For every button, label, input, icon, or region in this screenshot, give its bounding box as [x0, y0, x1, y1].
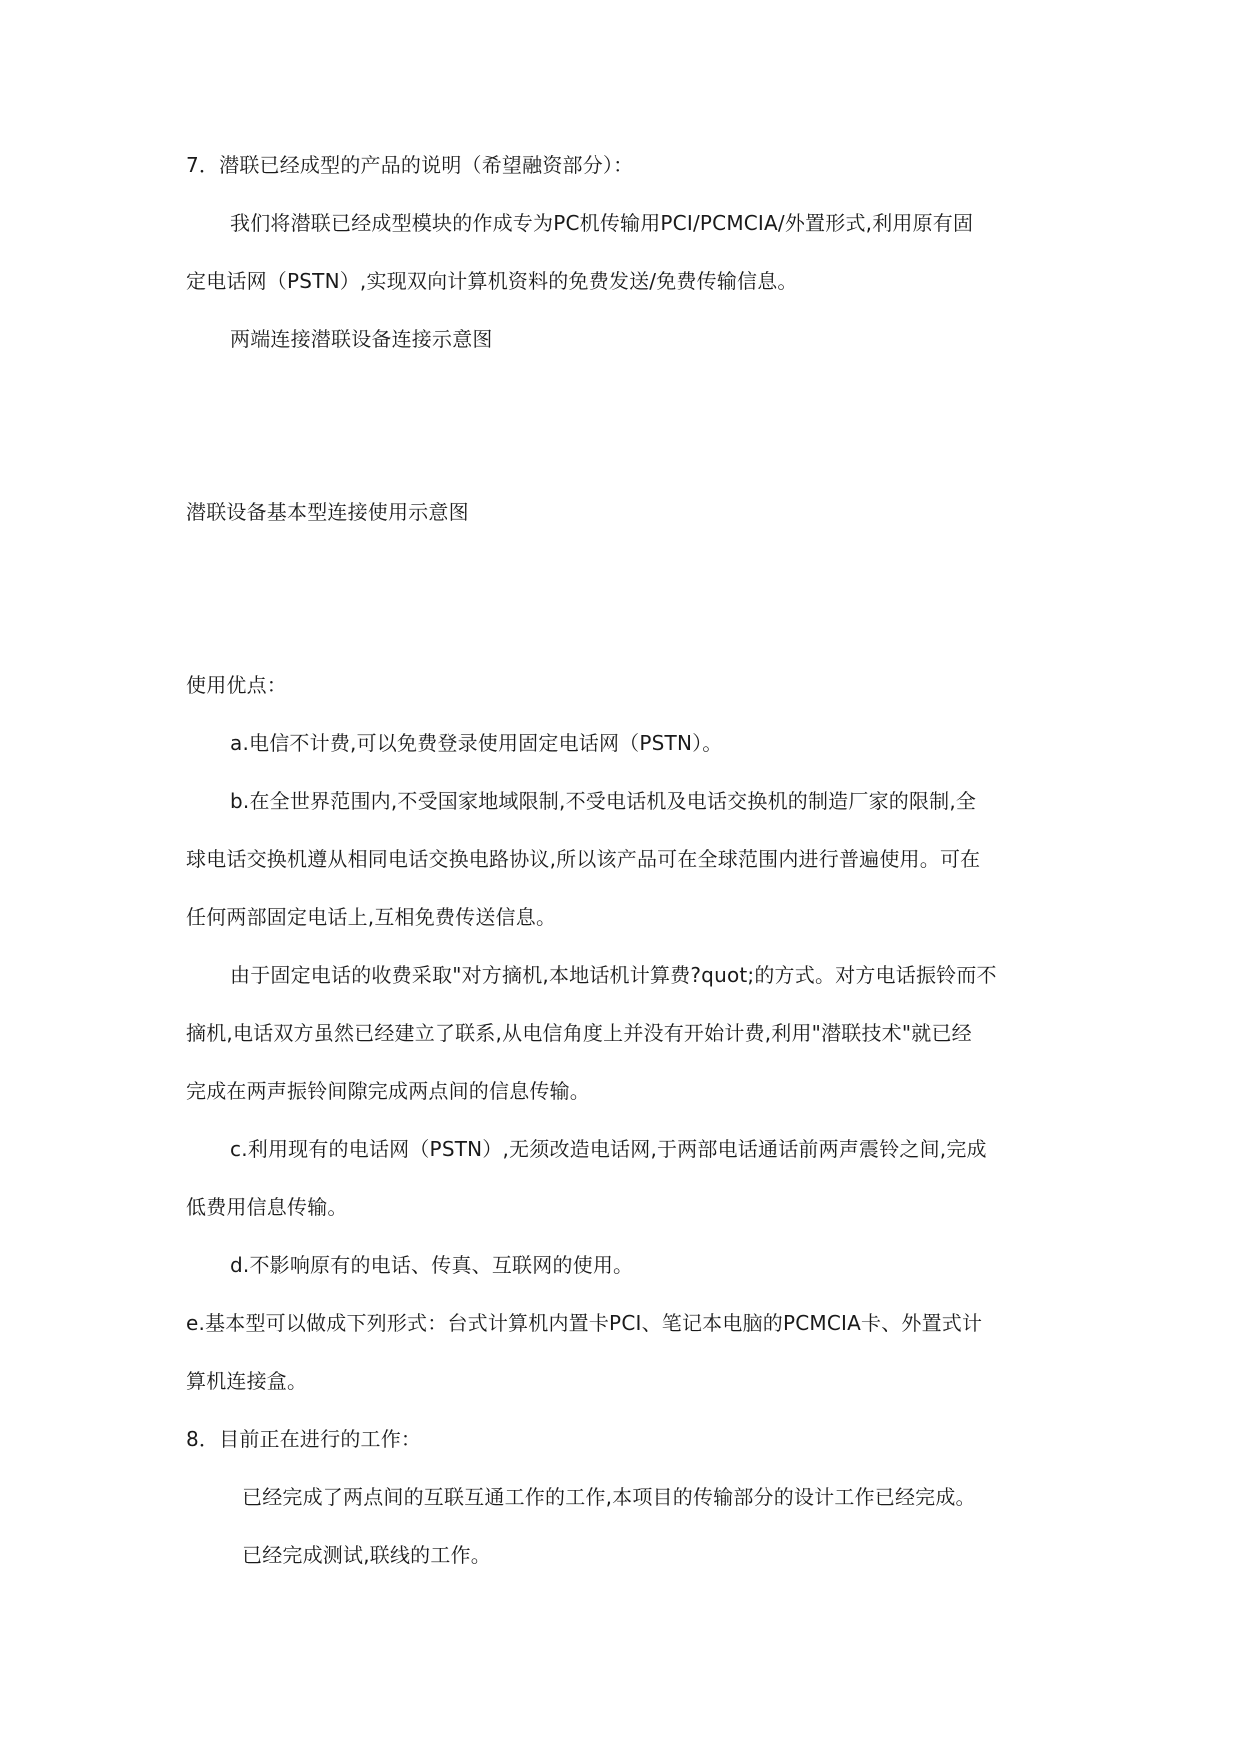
section-8-item-2: 已经完成测试,联线的工作。 — [242, 1543, 491, 1567]
advantage-a: a.电信不计费,可以免费登录使用固定电话网（PSTN）。 — [230, 731, 723, 755]
advantage-b-line-3: 任何两部固定电话上,互相免费传送信息。 — [186, 905, 557, 929]
billing-note-line-2: 摘机,电话双方虽然已经建立了联系,从电信角度上并没有开始计费,利用"潜联技术"就已经 — [186, 1021, 972, 1045]
advantage-b-line-2: 球电话交换机遵从相同电话交换电路协议,所以该产品可在全球范围内进行普遍使用。可在 — [186, 847, 981, 871]
section-7-heading: 7．潜联已经成型的产品的说明（希望融资部分）： — [186, 153, 634, 177]
advantages-heading: 使用优点： — [186, 673, 287, 697]
advantage-b-line-1: b.在全世界范围内,不受国家地域限制,不受电话机及电话交换机的制造厂家的限制,全 — [230, 789, 977, 813]
billing-note-line-1: 由于固定电话的收费采取"对方摘机,本地话机计算费?quot;的方式。对方电话振铃而不 — [230, 963, 997, 987]
section-8-item-1: 已经完成了两点间的互联互通工作的工作,本项目的传输部分的设计工作已经完成。 — [242, 1485, 976, 1509]
advantage-e-line-2: 算机连接盒。 — [186, 1369, 308, 1393]
section-8-heading: 8．目前正在进行的工作： — [186, 1427, 422, 1451]
advantage-c-line-2: 低费用信息传输。 — [186, 1195, 348, 1219]
diagram-caption-two-end: 两端连接潜联设备连接示意图 — [230, 327, 493, 351]
advantage-e-line-1: e.基本型可以做成下列形式：台式计算机内置卡PCI、笔记本电脑的PCMCIA卡、外置式计 — [186, 1311, 983, 1335]
diagram-caption-basic: 潜联设备基本型连接使用示意图 — [186, 500, 469, 524]
section-7-paragraph-line-2: 定电话网（PSTN）,实现双向计算机资料的免费发送/免费传输信息。 — [186, 269, 798, 293]
advantage-d: d.不影响原有的电话、传真、互联网的使用。 — [230, 1253, 634, 1277]
section-7-paragraph-line-1: 我们将潜联已经成型模块的作成专为PC机传输用PCI/PCMCIA/外置形式,利用原有固 — [230, 211, 974, 235]
billing-note-line-3: 完成在两声振铃间隙完成两点间的信息传输。 — [186, 1079, 590, 1103]
advantage-c-line-1: c.利用现有的电话网（PSTN）,无须改造电话网,于两部电话通话前两声震铃之间,完成 — [230, 1137, 987, 1161]
